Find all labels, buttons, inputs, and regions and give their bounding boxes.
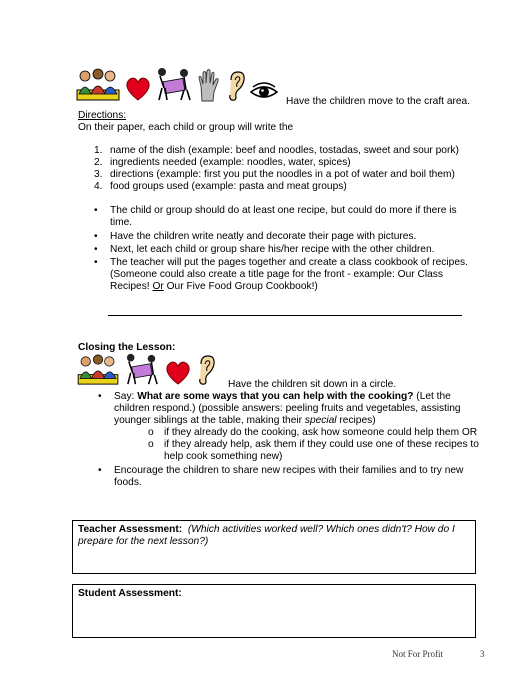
closing-icons-row [76, 356, 220, 390]
list-item: • Say: What are some ways that you can help with the cooking? (Let the children respond.) (possible answers: peeling fruits and vegetables, assisting younger siblings at the table, making their special recipes) [98, 391, 461, 426]
sub-list [98, 427, 498, 463]
student-assessment-label: Student Assessment: [78, 588, 182, 599]
circle-instruction: Have the children sit down in a circle. [228, 379, 397, 390]
closing-list [98, 391, 498, 489]
list-item: • Have the children write neatly and decorate their page with pictures. [94, 231, 417, 242]
list-item: • The teacher will put the pages together and create a class cookbook of recipes. (Someone could also create a title page for the front - example: Our Class Recipes! Or Our Five Food Group Cookbook!) [94, 257, 468, 292]
list-item: o if they already do the cooking, ask how someone could help them OR [148, 427, 478, 438]
page-number: 3 [480, 649, 485, 659]
bullet-list [94, 205, 494, 293]
numbered-list [94, 145, 494, 193]
list-item: 3. directions (example: first you put the noodles in a pot of water and boil them) [94, 169, 455, 180]
divider-line [108, 315, 462, 316]
craft-area-instruction: Have the children move to the craft area. [286, 96, 471, 107]
heart-icon [164, 360, 192, 390]
footer-text: Not For Profit [392, 649, 444, 659]
teacher-assessment-question: (Which activities worked well? Which ones didn't? How do I [187, 524, 455, 535]
teacher-assessment-question-2: prepare for the next lesson?) [78, 536, 209, 547]
directions-intro: On their paper, each child or group will write the [78, 122, 294, 133]
eye-icon [250, 82, 278, 106]
list-item: o if they already help, ask them if they could use one of these recipes to help cook something new) [148, 439, 479, 462]
ear-icon [226, 70, 246, 106]
list-item: • Encourage the children to share new recipes with their families and to try new foods. [98, 465, 464, 488]
people-group-icon [76, 66, 120, 106]
ear-icon [196, 354, 216, 390]
teacher-assessment-label: Teacher Assessment: [78, 524, 183, 535]
heart-icon [124, 76, 152, 106]
list-item: 1. name of the dish (example: beef and noodles, tostadas, sweet and sour pork) [94, 145, 459, 156]
people-group-icon [76, 352, 120, 390]
hand-icon [196, 68, 222, 106]
kids-carrying-box-icon [124, 352, 160, 390]
teacher-assessment-box[interactable] [72, 520, 476, 574]
activity-icons-row [76, 66, 282, 106]
list-item: 4. food groups used (example: pasta and meat groups) [94, 181, 347, 192]
list-item: • Next, let each child or group share his/her recipe with the other children. [94, 244, 435, 255]
closing-heading: Closing the Lesson: [78, 342, 176, 353]
student-assessment-box[interactable] [72, 584, 476, 638]
kids-carrying-box-icon [156, 66, 192, 106]
directions-heading: Directions: [78, 110, 127, 121]
list-item: • The child or group should do at least one recipe, but could do more if there is time. [94, 205, 457, 228]
list-item: 2. ingredients needed (example: noodles, water, spices) [94, 157, 351, 168]
